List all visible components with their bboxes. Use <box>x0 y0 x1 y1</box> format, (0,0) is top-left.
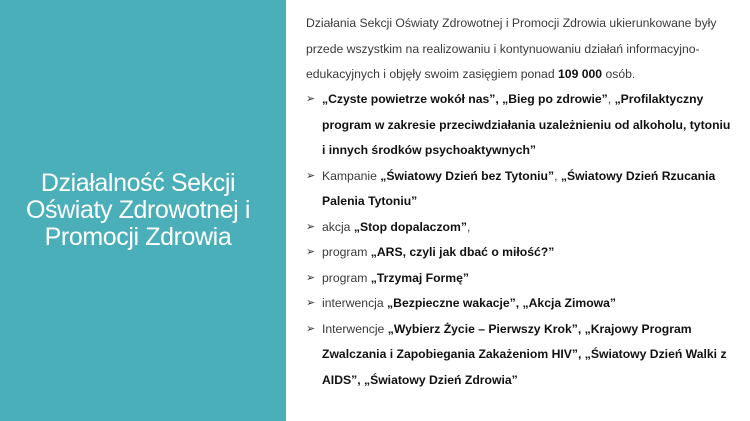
title-panel <box>0 0 286 421</box>
item-bold: „Profilaktyczny program w zakresie przeciwdziałania uzależnieniu od alkoholu, tytoniu i innych środków psychoaktywnych” <box>322 92 731 157</box>
item-bold: „Światowy Dzień bez Tytoniu” <box>380 168 555 183</box>
item-plain: Interwencje <box>322 321 388 336</box>
item-plain: , <box>466 219 471 234</box>
arrow-bullet-icon: ➢ <box>306 271 316 284</box>
arrow-bullet-icon: ➢ <box>306 246 316 258</box>
list-item <box>306 291 734 317</box>
arrow-bullet-icon: ➢ <box>306 169 316 182</box>
item-plain: , <box>607 92 615 106</box>
item-bold: „Czyste powietrze wokół nas”, „Bieg po zdrowie” <box>322 92 608 106</box>
arrow-bullet-icon: ➢ <box>306 322 316 335</box>
content-panel <box>306 0 736 421</box>
list-item <box>306 87 734 164</box>
item-bold: „Trzymaj Formę” <box>370 270 469 285</box>
list-item <box>306 317 734 394</box>
item-bold: „Stop dopalaczom” <box>353 219 467 234</box>
item-plain: Kampanie <box>322 168 381 183</box>
item-bold: „Światowy Dzień Rzucania Palenia Tytoniu” <box>322 168 716 208</box>
list-item <box>306 215 734 241</box>
item-plain: program <box>322 245 371 259</box>
arrow-bullet-icon: ➢ <box>306 93 316 105</box>
intro-text: Działania Sekcji Oświaty Zdrowotnej i Promocji Zdrowia ukierunkowane były przede wszystkim na realizowaniu i kontynuowaniu działań informacyjno-edukacyjnych i objęły swoim zasięgiem ponad <box>306 16 717 81</box>
intro-paragraph <box>306 11 734 88</box>
item-plain: , <box>554 168 561 183</box>
item-plain: interwencja <box>322 296 388 310</box>
list-item <box>306 164 734 215</box>
intro-number: 109 000 <box>558 67 603 81</box>
slide-title: Działalność Sekcji Oświaty Zdrowotnej i Promocji Zdrowia <box>25 169 251 251</box>
arrow-bullet-icon: ➢ <box>306 297 316 309</box>
arrow-bullet-icon: ➢ <box>306 220 316 233</box>
item-bold: „ARS, czyli jak dbać o miłość?” <box>370 245 555 259</box>
list-item <box>306 266 734 292</box>
item-bold: „Wybierz Życie – Pierwszy Krok”, „Krajowy Program Zwalczania i Zapobiegania Zakażeniom HIV”, „Światowy Dzień Walki z AIDS”, „Światowy Dzień Zdrowia” <box>322 321 727 387</box>
intro-suffix: osób. <box>602 67 636 81</box>
item-bold: „Bezpieczne wakacje”, „Akcja Zimowa” <box>387 296 616 310</box>
item-plain: program <box>322 270 371 285</box>
list-item <box>306 240 734 266</box>
bullet-list <box>306 87 734 393</box>
item-plain: akcja <box>322 219 354 234</box>
